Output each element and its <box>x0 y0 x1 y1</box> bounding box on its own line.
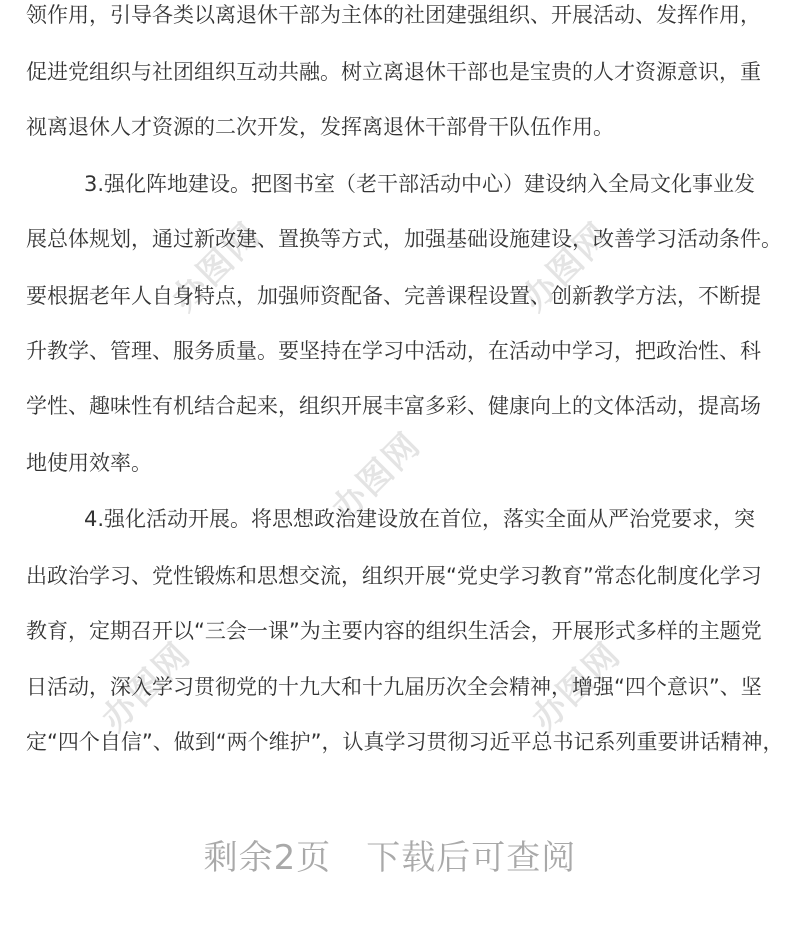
text-line: 定“四个自信”、做到“两个维护”，认真学习贯彻习近平总书记系列重要讲话精神， <box>26 730 784 754</box>
text-line: 日活动，深入学习贯彻党的十九大和十九届历次全会精神，增强“四个意识”、坚 <box>26 675 762 699</box>
section-heading-line: 4.强化活动开展。将思想政治建设放在首位，落实全面从严治党要求，突 <box>84 507 756 531</box>
text-line: 促进党组织与社团组织互动共融。树立离退休干部也是宝贵的人才资源意识，重 <box>26 60 761 84</box>
remaining-pages-notice[interactable]: 剩余2页 下载后可查阅 <box>203 838 577 878</box>
text-line: 展总体规划，通过新改建、置换等方式，加强基础设施建设，改善学习活动条件。 <box>26 227 782 251</box>
watermark: 办图网 <box>524 634 629 740</box>
section-heading-line: 3.强化阵地建设。把图书室（老干部活动中心）建设纳入全局文化事业发 <box>84 172 756 196</box>
watermark: 办图网 <box>324 424 429 530</box>
text-line: 要根据老年人自身特点，加强师资配备、完善课程设置、创新教学方法，不断提 <box>26 284 761 308</box>
watermark: 办图网 <box>164 214 269 320</box>
text-line: 地使用效率。 <box>26 451 152 475</box>
text-line: 升教学、管理、服务质量。要坚持在学习中活动，在活动中学习，把政治性、科 <box>26 339 761 363</box>
text-line: 出政治学习、党性锻炼和思想交流，组织开展“党史学习教育”常态化制度化学习 <box>26 564 762 588</box>
text-line: 教育，定期召开以“三会一课”为主要内容的组织生活会，开展形式多样的主题党 <box>26 619 762 643</box>
text-line: 视离退休人才资源的二次开发，发挥离退休干部骨干队伍作用。 <box>26 115 614 139</box>
watermark: 办图网 <box>514 214 619 320</box>
text-line: 领作用，引导各类以离退休干部为主体的社团建强组织、开展活动、发挥作用， <box>26 3 761 27</box>
text-line: 学性、趣味性有机结合起来，组织开展丰富多彩、健康向上的文体活动，提高场 <box>26 394 761 418</box>
watermark: 办图网 <box>94 634 199 740</box>
